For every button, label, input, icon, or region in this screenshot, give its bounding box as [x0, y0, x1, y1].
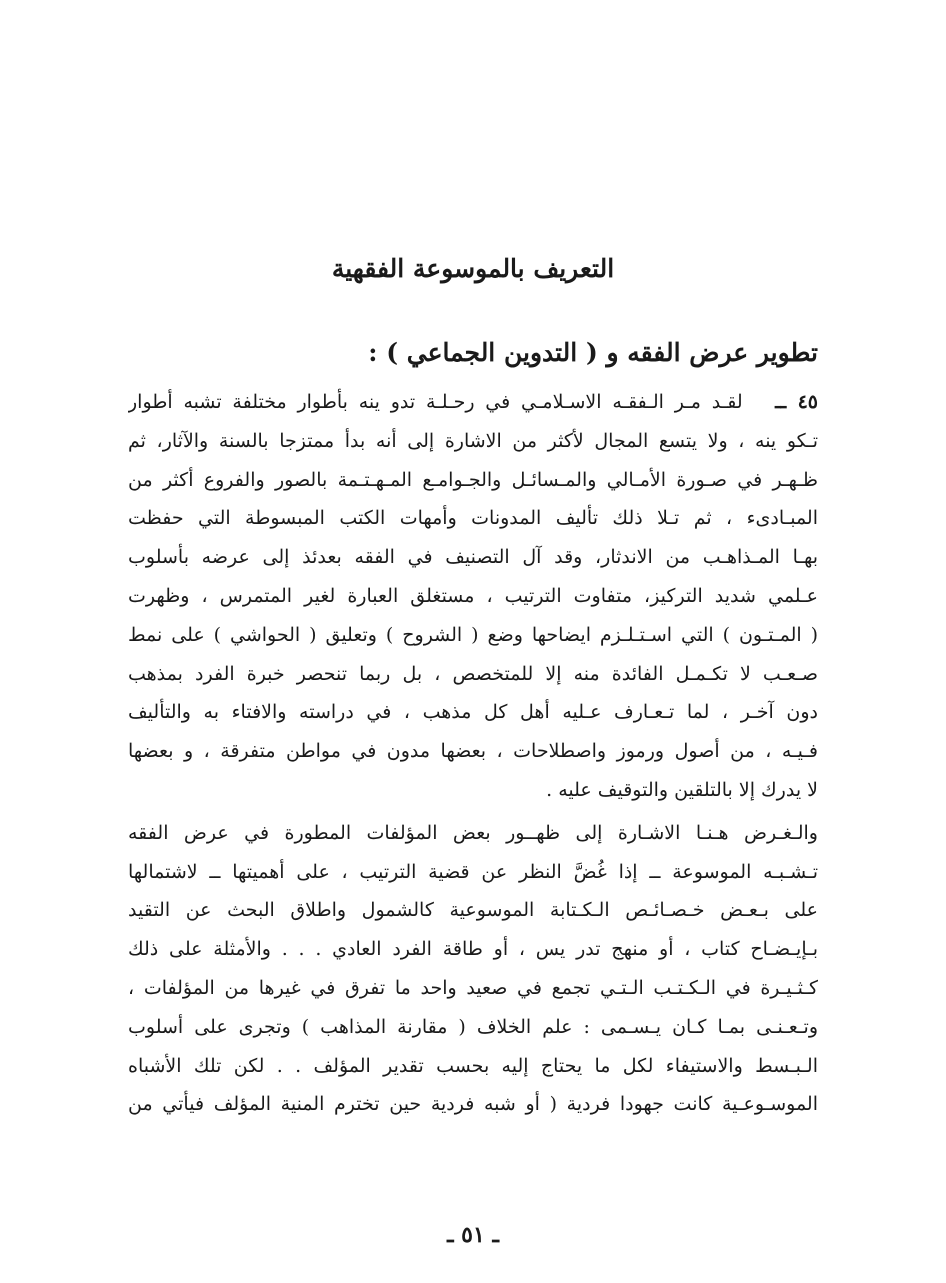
text-line: صـعـب لا تكـمـل الفائدة منه إلا للمتخصص ، بل ربما تنحصر خبرة الفرد بمذهب	[128, 662, 818, 685]
text-line: تـكو ينه ، ولا يتسع المجال لأكثر من الاشارة إلى أنه بدأ ممتزجا بالسنة والآثار، ثم	[128, 429, 818, 452]
paragraph-2	[128, 814, 818, 1124]
text-line: وتـعـنـى بمـا كـان يـسـمى : علم الخلاف ( مقارنة المذاهب ) وتجرى على أسلوب	[128, 1015, 818, 1038]
text-line: كـثـيـرة في الـكـتـب الـتـي تجمع في صعيد واحد ما تفرق في غيرها من المؤلفات ،	[128, 976, 818, 999]
text-line: الـبـسط والاستيفاء لكل ما يحتاج إليه بحسب تقدير المؤلف . . لكن تلك الأشباه	[128, 1054, 818, 1077]
text-line: ( المـتـون ) التي اسـتـلـزم ايضاحها وضع ( الشروح ) وتعليق ( الحواشي ) على نمط	[128, 623, 818, 646]
line-text: لقـد مـر الـفقـه الاسـلامـي في رحـلـة تدو ينه بأطوار مختلفة تشبه أطوار	[128, 391, 743, 413]
text-line: الموسـوعـية كانت جهودا فردية ( أو شبه فردية حين تخترم المنية المؤلف فيأتي من	[128, 1093, 818, 1116]
paragraph-number: ٤٥ ــ	[775, 391, 818, 413]
text-line: على بـعـض خـصـائـص الـكـتابة الموسوعية كالشمول واطلاق البحث عن التقيد	[128, 899, 818, 922]
body-text	[128, 383, 818, 1124]
text-line	[128, 383, 818, 422]
text-line: عـلمي شديد التركيز، متفاوت الترتيب ، مستغلق العبارة لغير المتمرس ، وظهرت	[128, 584, 818, 607]
paragraph-1	[128, 383, 818, 810]
text-line: لا يدرك إلا بالتلقين والتوقيف عليه .	[546, 778, 818, 801]
text-line: تـشـبـه الموسوعة ــ إذا غُضَّ النظر عن قضية الترتيب ، على أهميتها ــ لاشتمالها	[128, 860, 818, 883]
chapter-title: التعريف بالموسوعة الفقهية	[331, 254, 615, 283]
text-line: المبـادىء ، ثم تـلا ذلك تأليف المدونات وأمهات الكتب المبسوطة التي حفظت	[128, 507, 818, 530]
text-line: دون آخـر ، لما تـعـارف عـليه أهل كل مذهب ، في دراسته والافتاء به والتأليف	[128, 701, 818, 724]
text-line: بـإيـضـاح كتاب ، أو منهج تدر يس ، أو طاقة الفرد العادي . . . والأمثلة على ذلك	[128, 938, 818, 961]
text-line: بهـا المـذاهـب من الاندثار، وقد آل التصنيف في الفقه بعدئذ إلى عرضه بأسلوب	[128, 546, 818, 569]
text-line: ظـهـر في صـورة الأمـالي والمـسائـل والجـوامـع المـهـتـمة بالصور والفروع أكثر من	[128, 468, 818, 491]
text-line: والـغـرض هـنـا الاشـارة إلى ظهــور بعض المؤلفات المطورة في عرض الفقه	[128, 821, 818, 844]
page-number: ـ ٥١ ـ	[447, 1222, 499, 1248]
section-heading: تطوير عرض الفقه و ( التدوين الجماعي ) :	[368, 338, 818, 367]
text-line: فـيـه ، من أصول ورموز واصطلاحات ، بعضها مدون في مواطن متفرقة ، و بعضها	[128, 740, 818, 763]
